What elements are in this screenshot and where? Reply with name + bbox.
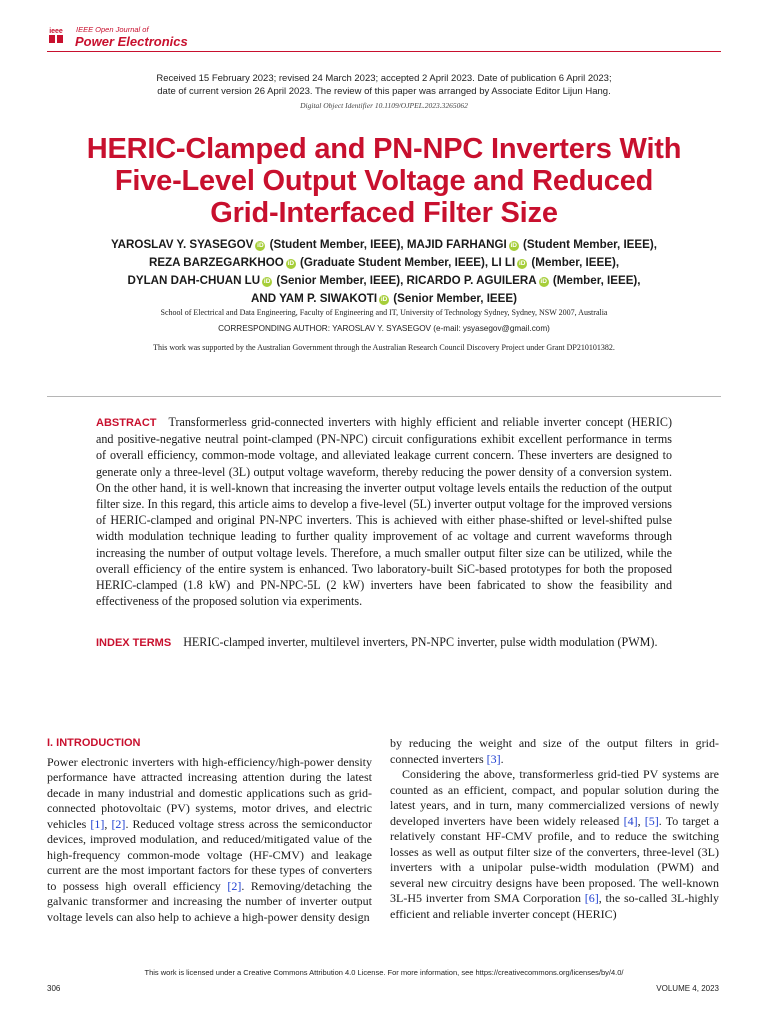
abstract bbox=[96, 414, 672, 609]
orcid-icon[interactable]: iD bbox=[263, 278, 271, 285]
body-text: Considering the above, transformerless grid-tied PV systems are counted as an efficient, compact, and popular solution during the latest years, and in turn, many commercialized versions of newly developed inverters have been widely released bbox=[390, 767, 719, 828]
index-terms-label: INDEX TERMS bbox=[96, 637, 172, 649]
corresponding-author: CORRESPONDING AUTHOR: YAROSLAV Y. SYASEGOV (e-mail: ysyasegov@gmail.com) bbox=[218, 324, 550, 333]
body-text: . To target a relatively constant HF-CMV profile, and to reduce the switching losses as well as output filter size of the converters, three-level (3L) inverters with a unipolar pulse-width modulation (PWM) and several new circuitry designs have been proposed. The well-known 3L-H5 inverter from SMA Corporation bbox=[390, 813, 719, 905]
intro-paragraph-1-cont bbox=[390, 736, 719, 767]
intro-paragraph-1 bbox=[47, 755, 372, 926]
citation-link[interactable]: [6] bbox=[584, 891, 599, 905]
body-text: , bbox=[637, 813, 645, 828]
svg-text:ieee: ieee bbox=[49, 28, 63, 35]
author-line-1 bbox=[40, 236, 728, 254]
index-terms bbox=[96, 634, 672, 651]
orcid-icon[interactable]: iD bbox=[257, 242, 264, 249]
body-column-right bbox=[390, 736, 719, 922]
paper-title bbox=[40, 133, 728, 229]
author-name: DYLAN DAH-CHUAN LU bbox=[127, 274, 261, 287]
author-role: (Member, IEEE), bbox=[531, 256, 620, 269]
author-role: (Student Member, IEEE), bbox=[522, 238, 657, 251]
publication-history bbox=[60, 72, 708, 98]
orcid-icon[interactable]: iD bbox=[287, 260, 295, 267]
author-name: REZA BARZEGARKHOO bbox=[148, 256, 284, 269]
abstract-label: ABSTRACT bbox=[96, 417, 157, 429]
author-line-4 bbox=[40, 290, 728, 308]
citation-link[interactable]: [1] bbox=[90, 816, 105, 831]
author-role: (Senior Member, IEEE) bbox=[393, 292, 517, 305]
author-role: (Student Member, IEEE), bbox=[269, 238, 404, 251]
volume-label: VOLUME 4, 2023 bbox=[656, 984, 719, 993]
body-text: . bbox=[500, 751, 504, 766]
author-name: AND YAM P. SIWAKOTI bbox=[251, 292, 378, 305]
page-number: 306 bbox=[47, 984, 61, 993]
body-text: , the so-called 3L-highly efficient and reliable inverter concept (HERIC) bbox=[390, 891, 720, 921]
orcid-icon[interactable]: iD bbox=[380, 296, 388, 303]
title-line-1: HERIC-Clamped and PN-NPC Inverters With bbox=[86, 133, 682, 165]
author-list bbox=[40, 236, 728, 308]
journal-series-line: IEEE Open Journal of bbox=[76, 25, 149, 34]
section-divider bbox=[47, 396, 721, 397]
orcid-icon[interactable]: iD bbox=[510, 242, 517, 249]
header-rule bbox=[47, 51, 721, 52]
received-line-2: date of current version 26 April 2023. The review of this paper was arranged by Associate Editor Lijun Hang. bbox=[157, 86, 611, 97]
intro-paragraph-2 bbox=[390, 767, 719, 922]
body-text: by reducing the weight and size of the output filters in grid-connected inverters bbox=[390, 736, 719, 766]
citation-link[interactable]: [5] bbox=[644, 813, 659, 828]
license-note[interactable]: This work is licensed under a Creative Commons Attribution 4.0 License. For more information, see https://creativecommons.org/licenses/by/4.0/ bbox=[144, 968, 624, 977]
author-role: (Senior Member, IEEE), bbox=[276, 274, 404, 287]
received-line-1: Received 15 February 2023; revised 24 March 2023; accepted 2 April 2023. Date of publication 6 April 2023; bbox=[156, 73, 612, 84]
body-text: . Reduced voltage stress across the semiconductor devices, improved modulation, and reduced/mitigated value of the high-frequency common-mode voltage (HF-CMV) and leakage current are the most important factors for these types of converters to possess high overall efficiency bbox=[47, 816, 373, 893]
affiliation: School of Electrical and Data Engineering, Faculty of Engineering and IT, University of Technology Sydney, Sydney, NSW 2007, Australia bbox=[160, 308, 608, 317]
author-role: (Member, IEEE), bbox=[552, 274, 641, 287]
body-text: , bbox=[104, 816, 112, 831]
orcid-icon[interactable]: iD bbox=[540, 278, 547, 285]
body-column-left bbox=[47, 736, 372, 925]
citation-link[interactable]: [3] bbox=[486, 751, 501, 766]
citation-link[interactable]: [2] bbox=[111, 816, 126, 831]
ieee-logo bbox=[47, 25, 65, 45]
body-text: Power electronic inverters with high-efficiency/high-power density performance have attracted increasing attention during the latest decade in many industrial and domestic applications such as grid-connected photovoltaic (PV) systems, motor drives, and electric vehicles bbox=[47, 754, 372, 831]
author-name: RICARDO P. AGUILERA bbox=[406, 274, 537, 287]
body-text: . Removing/detaching the galvanic transformer and increasing the number of inverter output voltage levels can also help to achieve a high-power density design bbox=[47, 878, 372, 924]
abstract-text: Transformerless grid-connected inverters with highly efficient and reliable inverter concept (HERIC) and positive-negative neutral point-clamped (PN-NPC) circuit configurations exhibit excellent performance in terms of overall efficiency, common-mode voltage, and alleviated leakage current concern. These inverters are designed to generate only a three-level (3L) output voltage waveform, thereby reducing the power density of a conversion system. On the other hand, it is well-known that increasing the inverter output voltage levels entails the reduction of the output filter size. In this regard, this article aims to develop a five-level (5L) inverter output voltage for the improved versions of HERIC-clamped and original PN-NPC inverters. This is achieved with either phase-shifted or level-shifted pulse width modulation technique leading to further quality improvement of ac voltage and current waveforms through increasing the number of output voltage levels. Therefore, a much smaller output filter size can be utilized, while the overall efficiency of the entire system is enhanced. Two laboratory-built SiC-based prototypes for both the proposed HERIC-clamped (1.8 kW) and PN-NPC-5L (2 kW) inverters have been fabricated to show the feasibility and effectiveness of the proposed solution via experiments. bbox=[96, 415, 672, 609]
journal-name[interactable]: Power Electronics bbox=[75, 34, 188, 49]
author-line-2 bbox=[40, 254, 728, 272]
index-terms-text: HERIC-clamped inverter, multilevel inverters, PN-NPC inverter, pulse width modulation (PWM). bbox=[183, 635, 658, 649]
section-heading: I. INTRODUCTION bbox=[47, 737, 141, 749]
orcid-icon[interactable]: iD bbox=[518, 260, 526, 267]
funding-note: This work was supported by the Australian Government through the Australian Research Council Discovery Project under Grant DP210101382. bbox=[153, 343, 615, 352]
author-line-3 bbox=[40, 272, 728, 290]
doi-line[interactable]: Digital Object Identifier 10.1109/OJPEL.2023.3265062 bbox=[300, 101, 468, 110]
author-name: MAJID FARHANGI bbox=[406, 238, 507, 251]
citation-link[interactable]: [2] bbox=[227, 878, 242, 893]
title-line-2: Five-Level Output Voltage and Reduced bbox=[114, 165, 654, 197]
title-line-3: Grid-Interfaced Filter Size bbox=[210, 197, 558, 229]
author-role: (Graduate Student Member, IEEE), bbox=[300, 256, 489, 269]
citation-link[interactable]: [4] bbox=[623, 813, 638, 828]
author-name: YAROSLAV Y. SYASEGOV bbox=[111, 238, 254, 251]
author-name: LI LI bbox=[491, 256, 516, 269]
